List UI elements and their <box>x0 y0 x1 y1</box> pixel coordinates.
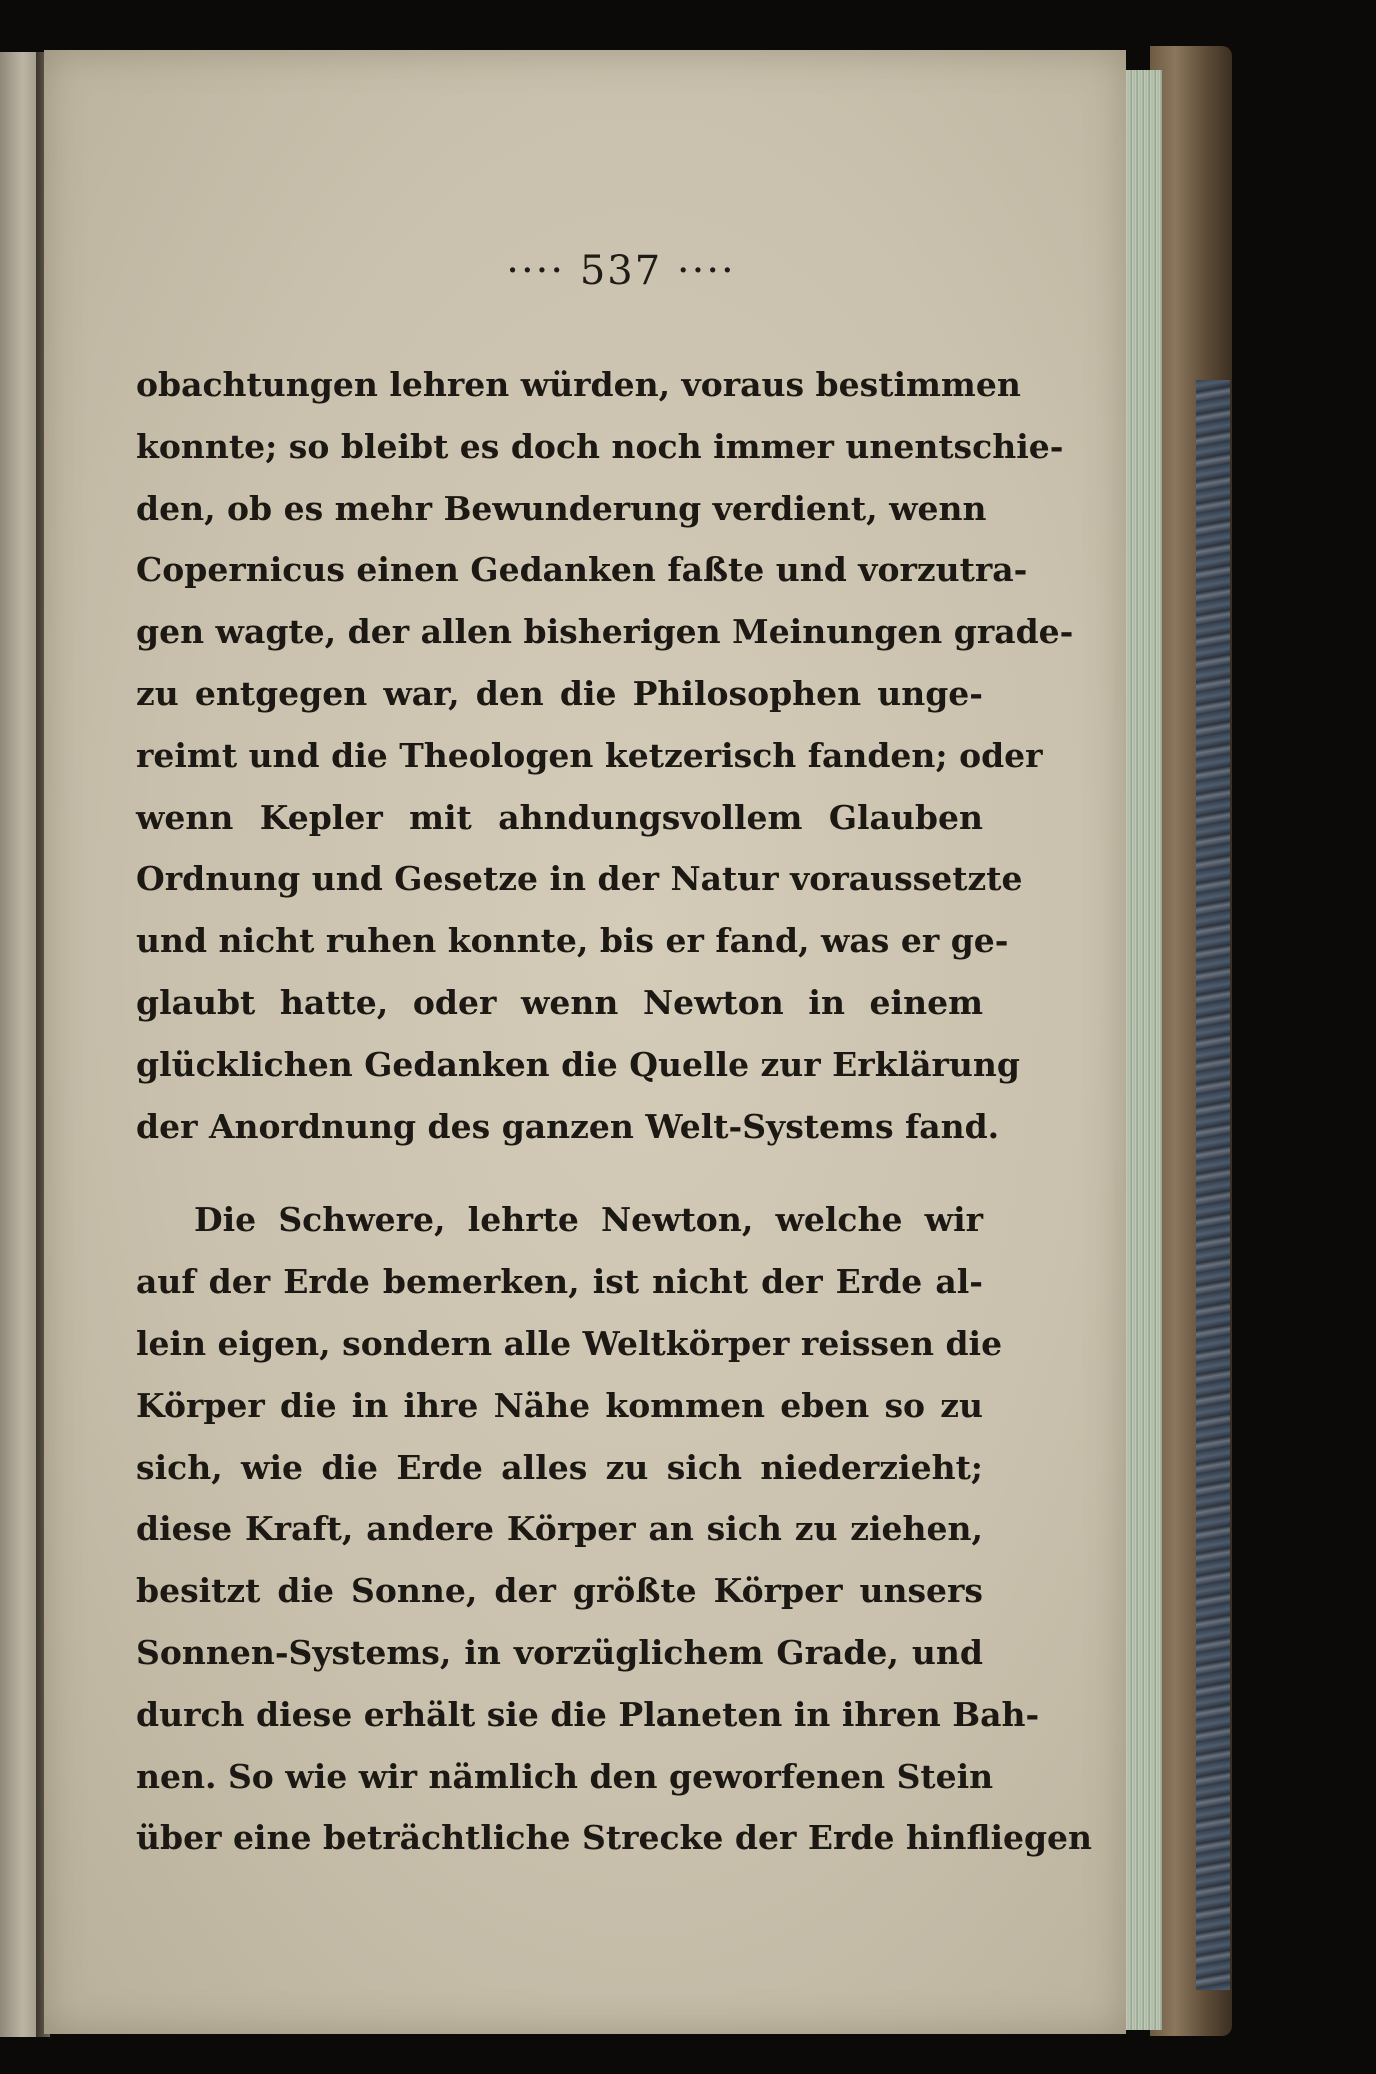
text-line: den, ob es mehr Bewunderung verdient, wenn <box>136 488 987 528</box>
paragraph-spacer <box>136 1157 983 1189</box>
text-line: der Anordnung des ganzen Welt-Systems fand. <box>136 1106 1000 1146</box>
text-line: glücklichen Gedanken die Quelle zur Erklärung <box>136 1044 1020 1084</box>
text-line: gen wagte, der allen bisherigen Meinungen grade- <box>136 612 1074 652</box>
text-line: wenn Kepler mit ahndungsvollem Glauben <box>136 797 983 837</box>
text-line: diese Kraft, andere Körper an sich zu ziehen, <box>136 1509 983 1549</box>
text-line: Körper die in ihre Nähe kommen eben so zu <box>136 1385 983 1425</box>
text-line: nen. So wie wir nämlich den geworfenen Stein <box>136 1756 994 1796</box>
book-page <box>44 50 1126 2034</box>
text-line: zu entgegen war, den die Philosophen unge- <box>136 673 983 713</box>
text-line: reimt und die Theologen ketzerisch fanden; oder <box>136 735 1043 775</box>
facing-page-edge <box>0 52 38 2037</box>
text-line: obachtungen lehren würden, voraus bestimmen <box>136 365 1021 404</box>
text-line: Die Schwere, lehrte Newton, welche wir <box>194 1200 983 1240</box>
text-line: und nicht ruhen konnte, bis er fand, was er ge- <box>136 921 1009 961</box>
text-line: besitzt die Sonne, der größte Körper unsers <box>136 1571 983 1611</box>
text-line: glaubt hatte, oder wenn Newton in einem <box>136 982 983 1022</box>
text-line: Ordnung und Gesetze in der Natur voraussetzte <box>136 859 1023 899</box>
paragraph-2 <box>136 1189 1093 1869</box>
text-line: sich, wie die Erde alles zu sich niederzieht; <box>136 1447 983 1487</box>
body-text <box>136 354 1093 1869</box>
paragraph-1 <box>136 354 1074 1157</box>
page-number: ···· 537 ···· <box>506 248 736 294</box>
text-line: Copernicus einen Gedanken faßte und vorzutra- <box>136 550 1028 590</box>
text-line: lein eigen, sondern alle Weltkörper reissen die <box>136 1323 1003 1363</box>
text-line: über eine beträchtliche Strecke der Erde hinfliegen <box>136 1818 1093 1858</box>
cover-marbled-paper <box>1196 380 1230 1990</box>
text-line: Sonnen-Systems, in vorzüglichem Grade, und <box>136 1632 983 1672</box>
text-line: auf der Erde bemerken, ist nicht der Erde al- <box>136 1262 983 1302</box>
text-line: durch diese erhält sie die Planeten in ihren Bah- <box>136 1694 1040 1734</box>
text-line: konnte; so bleibt es doch noch immer unentschie- <box>136 426 1064 466</box>
